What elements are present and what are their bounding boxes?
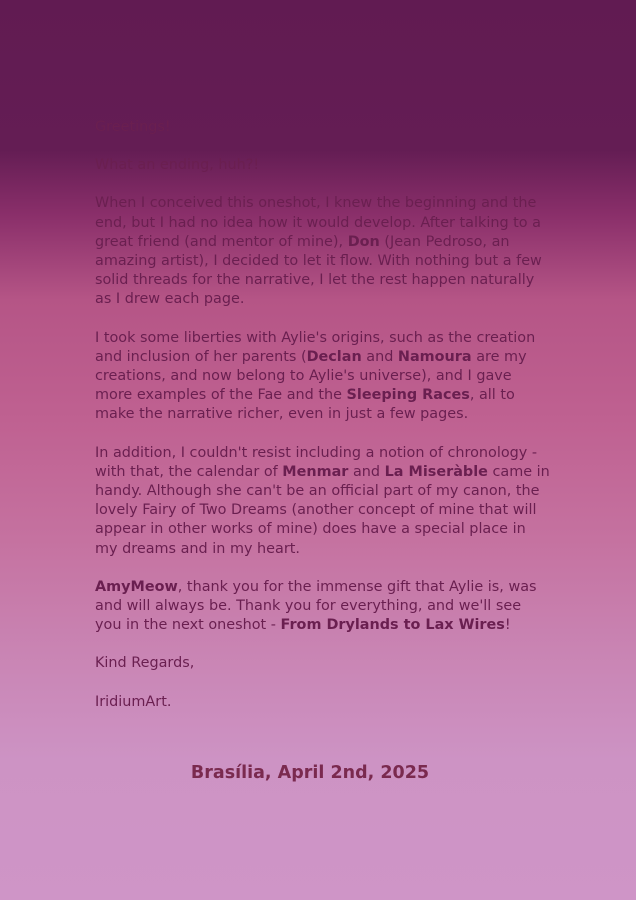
p1-text-a: When I conceived this oneshot, I knew the beginning and the end, but I had no idea how it would develop. After talking to a great friend (and mentor of mine), (95, 195, 541, 250)
p4-text-a: , thank you for the immense gift that Aylie is, was and will always be. Thank you for everything, and we'll see you in the next oneshot - (95, 578, 537, 634)
name-don: Don (347, 233, 380, 250)
p2-text-c: , all to make the narrative richer, even in just a few pages. (95, 387, 515, 423)
signature: IridiumArt. (95, 693, 172, 710)
p2-text-and: and (361, 348, 398, 365)
next-oneshot-title: From Drylands to Lax Wires (280, 617, 505, 634)
term-sleeping-races: Sleeping Races (346, 387, 470, 404)
letter-body (95, 118, 550, 731)
p3-text-a: In addition, I couldn't resist including a notion of chronology - with that, the calendar of (95, 444, 538, 480)
dateline: Brasília, April 2nd, 2025 (190, 763, 430, 783)
p4-text-end: ! (504, 617, 511, 634)
name-namoura: Namoura (397, 348, 472, 365)
closing: Kind Regards, (95, 655, 195, 672)
paragraph-4 (95, 578, 550, 636)
p2-text-b: are my creations, and now belong to Aylie's universe), and I gave more examples of the Fae and the (95, 348, 527, 404)
term-la-miserable: La Miseràble (384, 463, 488, 480)
p2-text-a: I took some liberties with Aylie's origins, such as the creation and inclusion of her parents ( (95, 329, 536, 365)
name-amymeow: AmyMeow (95, 578, 178, 595)
greeting: Greetings! (95, 119, 171, 135)
paragraph-1 (95, 194, 550, 309)
paragraph-2 (95, 329, 550, 425)
exclamation: What an ending, huh?! (95, 157, 260, 174)
term-menmar: Menmar (282, 463, 349, 480)
p3-text-b: came in handy. Although she can't be an official part of my canon, the lovely Fairy of Two Dreams (another concept of mine that will appear in other works of mine) does have a special place in my dreams and in my heart. (95, 463, 550, 557)
p1-text-b: (Jean Pedroso, an amazing artist), I decided to let it flow. With nothing but a few solid threads for the narrative, I let the rest happen naturally as I drew each page. (95, 233, 542, 308)
name-declan: Declan (306, 348, 362, 365)
paragraph-3 (95, 444, 550, 559)
p3-text-and: and (348, 463, 385, 480)
